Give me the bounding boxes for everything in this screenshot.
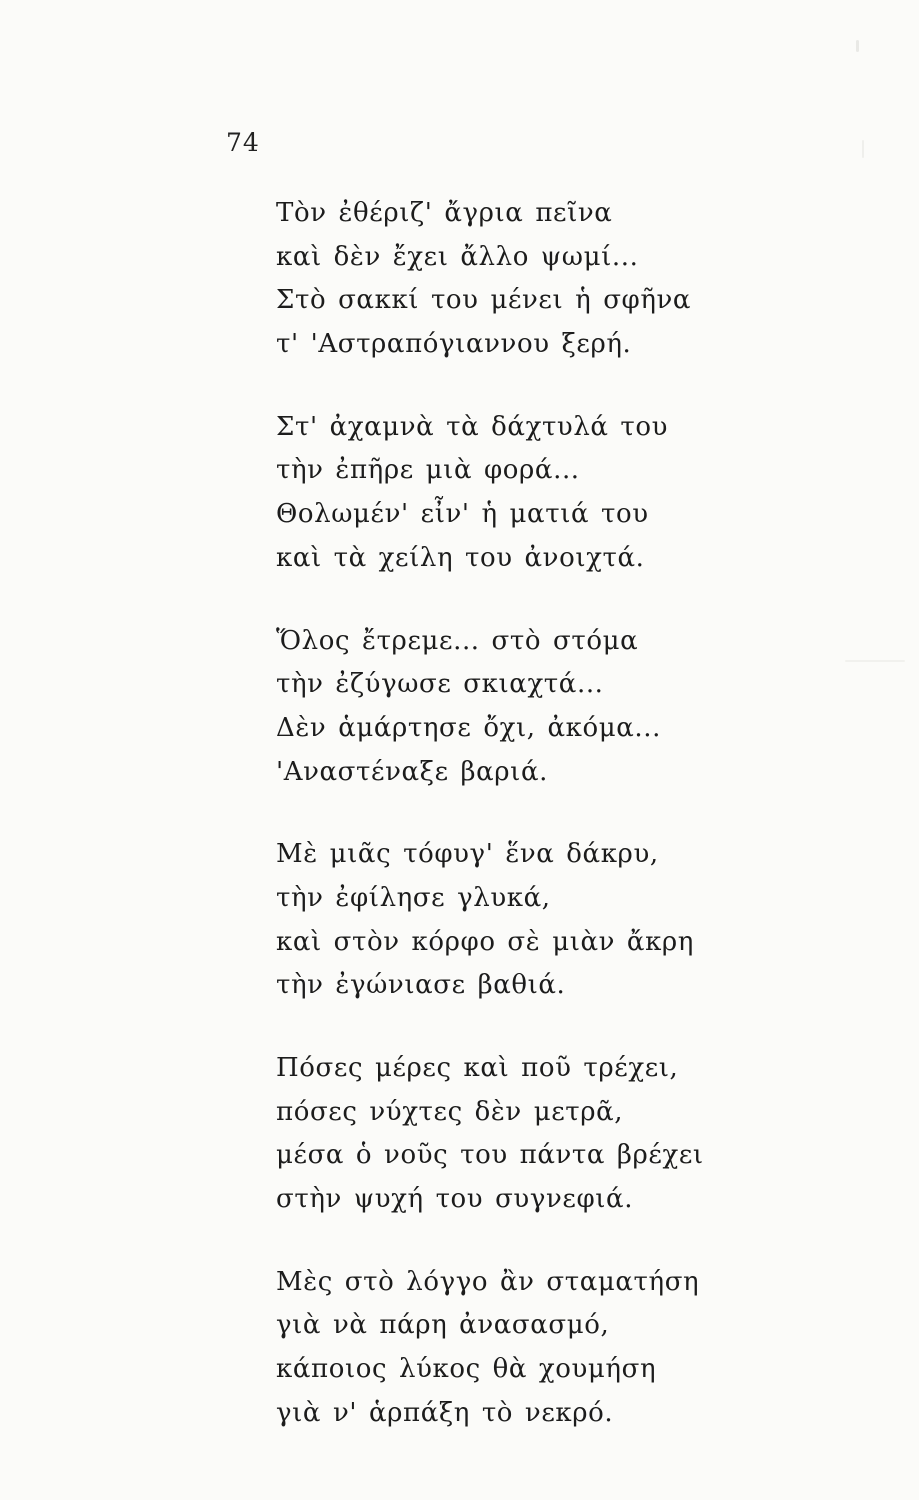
- stanza-6: [276, 1261, 836, 1436]
- poem-line: γιὰ νὰ πάρη ἀνασασμό,: [276, 1310, 610, 1341]
- poem-line: 'Αναστέναξε βαριά.: [276, 756, 548, 787]
- stanza-5: [276, 1047, 836, 1222]
- scan-artifact: [862, 140, 864, 158]
- poem-line: Πόσες μέρες καὶ ποῦ τρέχει,: [276, 1053, 679, 1083]
- poem-line: καὶ δὲν ἔχει ἄλλο ψωμί...: [276, 241, 639, 272]
- poem-line: τ' 'Αστραπόγιαννου ξερή.: [276, 329, 632, 360]
- poem-line: στὴν ψυχή του συγνεφιά.: [276, 1184, 634, 1215]
- poem-line: κάποιος λύκος θὰ χουμήση: [276, 1354, 657, 1385]
- poem-line: Ὅλος ἔτρεμε... στὸ στόμα: [276, 625, 639, 656]
- stanza-3: [276, 620, 836, 795]
- stanza-4: [276, 833, 836, 1008]
- page-number: 74: [226, 128, 260, 157]
- poem-line: καὶ στὸν κόρφο σὲ μιὰν ἄκρη: [276, 926, 694, 957]
- poem-line: τὴν ἐπῆρε μιὰ φορά...: [276, 455, 580, 486]
- scan-artifact: [845, 660, 905, 662]
- poem-body: [276, 192, 836, 1475]
- poem-line: Μὲς στὸ λόγγο ἂν σταματήση: [276, 1266, 700, 1297]
- poem-line: τὴν ἐζύγωσε σκιαχτά...: [276, 669, 604, 700]
- poem-line: τὴν ἐγώνιασε βαθιά.: [276, 970, 566, 1001]
- poem-line: πόσες νύχτες δὲν μετρᾶ,: [276, 1096, 624, 1127]
- poem-line: Θολωμέν' εἶν' ἡ ματιά του: [276, 499, 649, 530]
- stanza-2: [276, 406, 836, 581]
- poem-line: καὶ τὰ χείλη του ἀνοιχτά.: [276, 542, 645, 573]
- poem-line: Στ' ἀχαμνὰ τὰ δάχτυλά του: [276, 411, 669, 442]
- scan-artifact: [856, 40, 859, 52]
- poem-line: Στὸ σακκί του μένει ἡ σφῆνα: [276, 285, 692, 316]
- poem-line: Δὲν ἁμάρτησε ὄχι, ἀκόμα...: [276, 712, 661, 743]
- poem-line: Τὸν ἐθέριζ' ἄγρια πεῖνα: [276, 198, 613, 228]
- poem-line: Μὲ μιᾶς τόφυγ' ἕνα δάκρυ,: [276, 839, 659, 870]
- poem-line: γιὰ ν' ἁρπάξη τὸ νεκρό.: [276, 1397, 614, 1428]
- poem-line: τὴν ἐφίλησε γλυκά,: [276, 882, 551, 913]
- stanza-1: [276, 192, 836, 367]
- poem-line: μέσα ὁ νοῦς του πάντα βρέχει: [276, 1140, 704, 1171]
